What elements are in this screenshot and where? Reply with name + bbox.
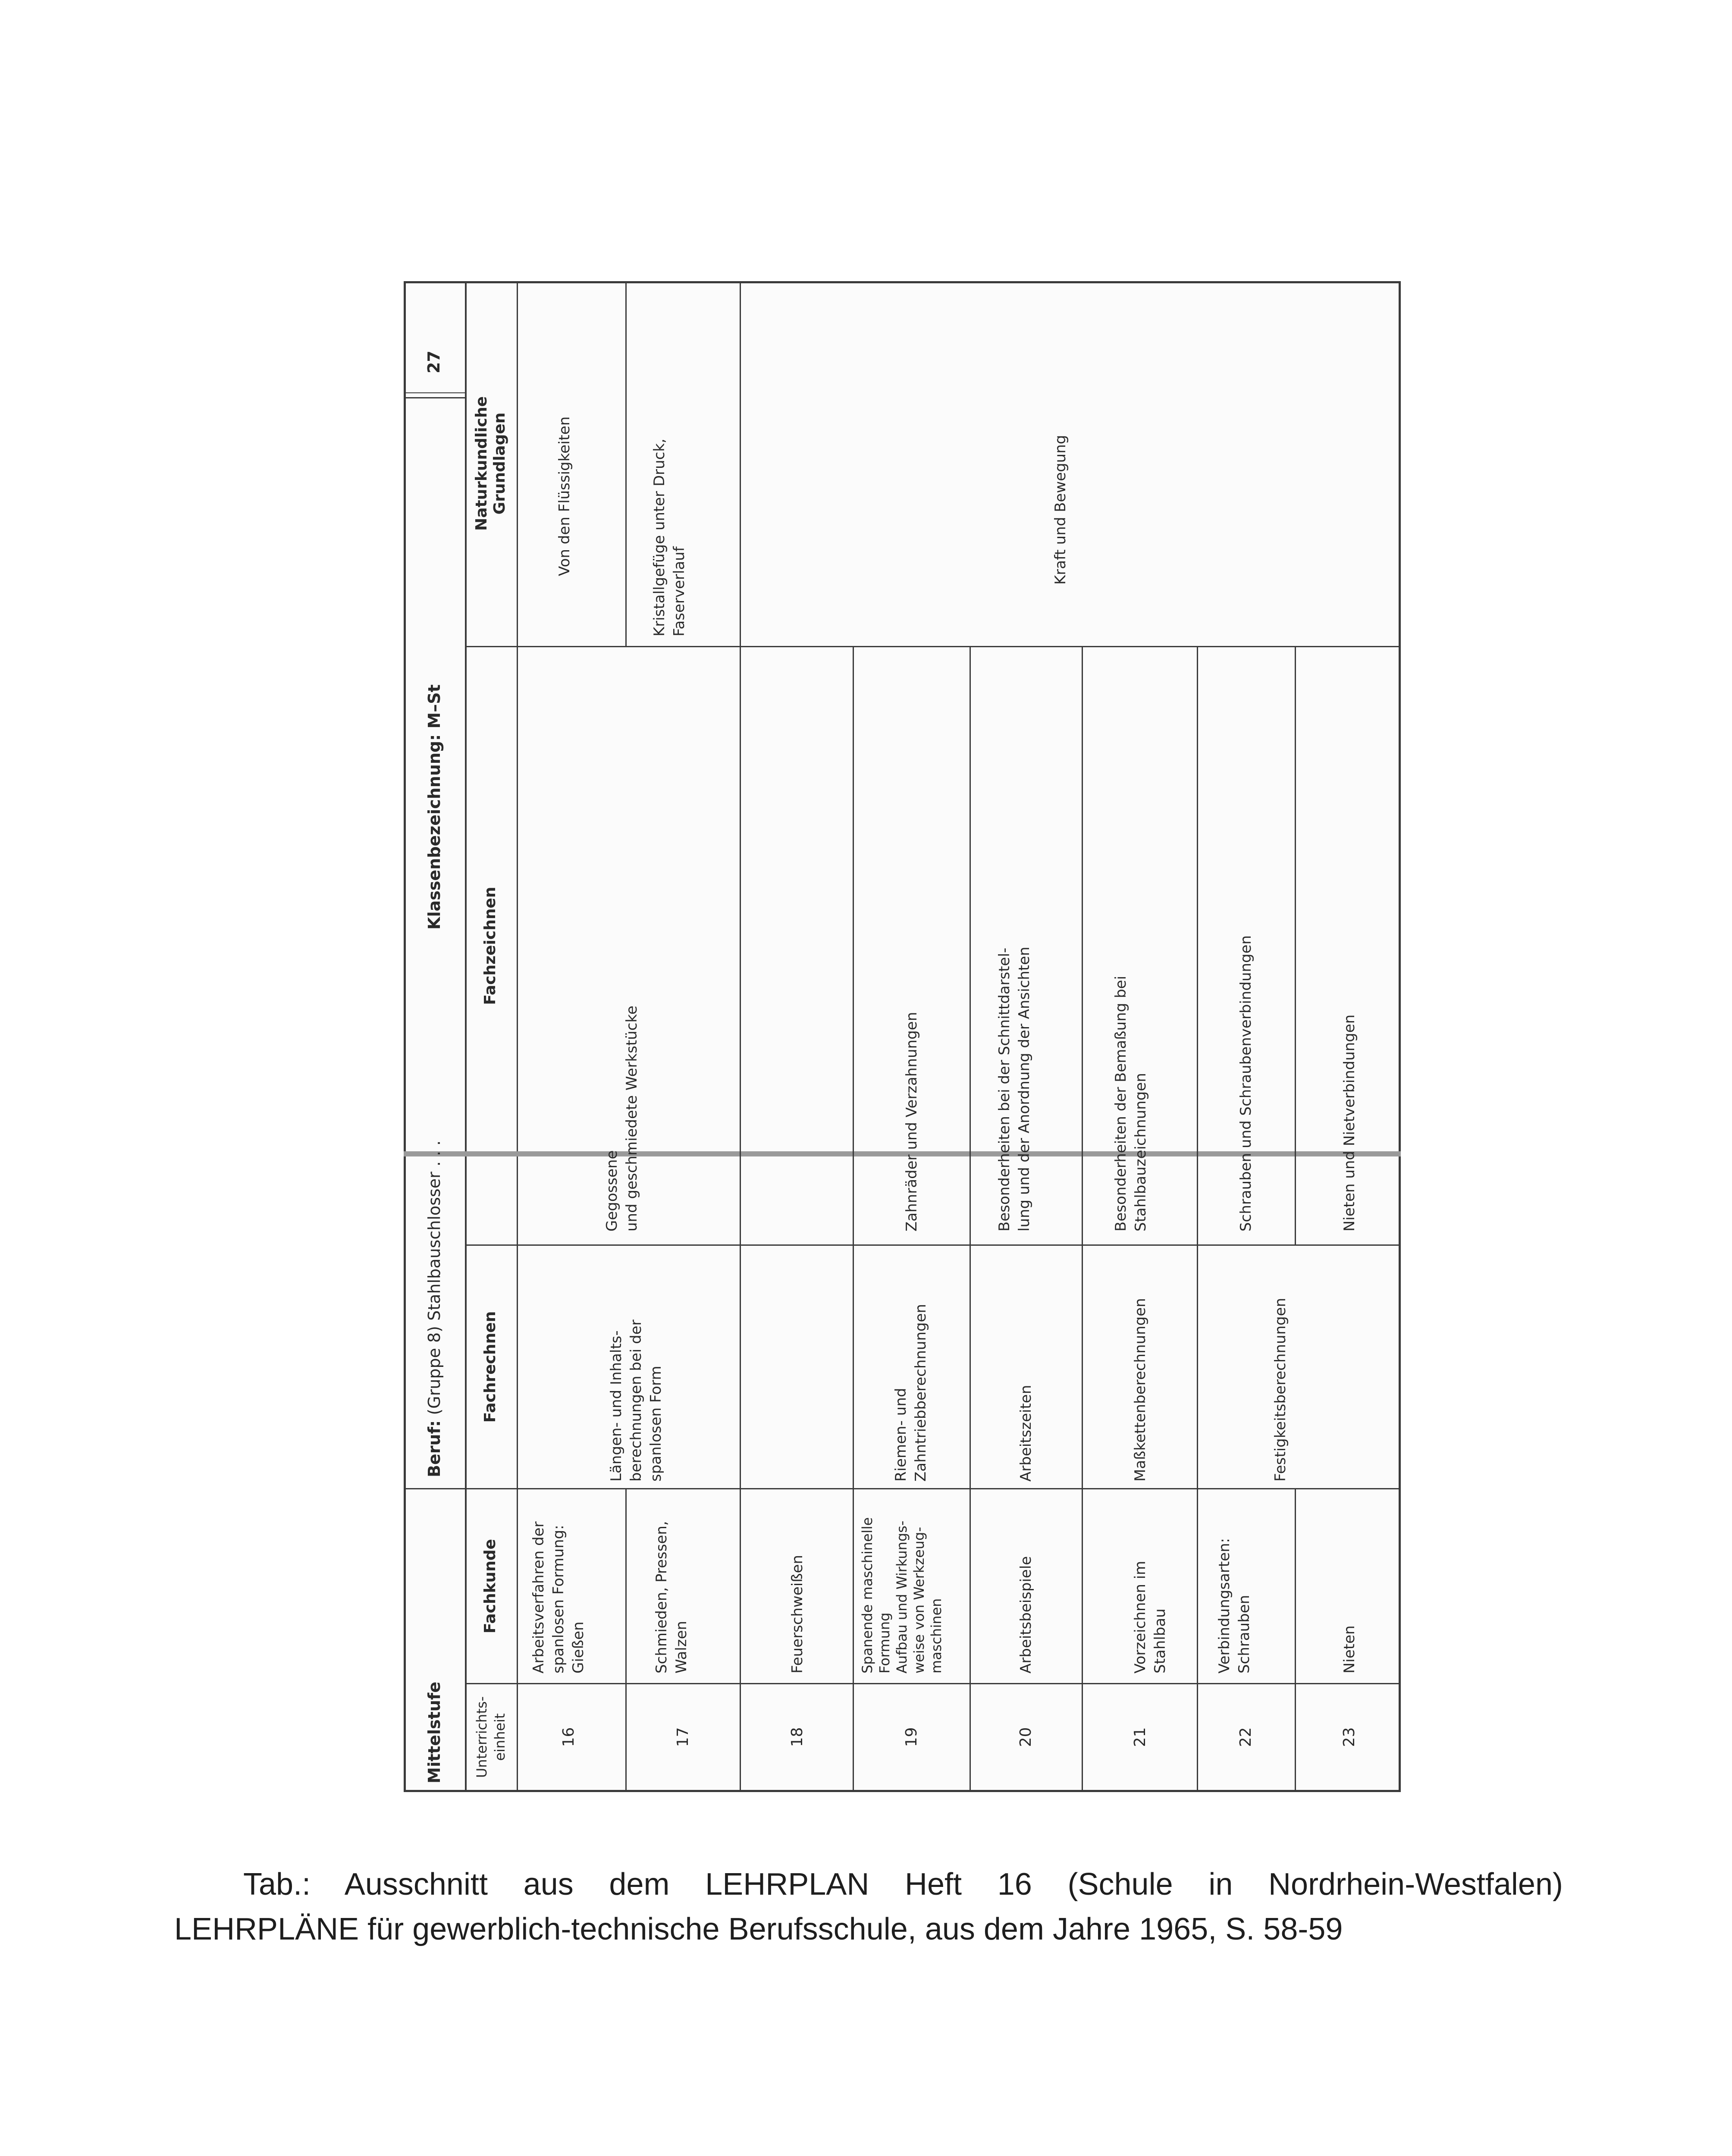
col-header-fachzeichnen: Fachzeichnen	[481, 887, 499, 1005]
row-divider-19-20-a	[970, 1246, 971, 1792]
table-border-left	[404, 1790, 1401, 1792]
fachkunde-20: Arbeitsbeispiele	[1017, 1556, 1035, 1673]
beruf-value: (Gruppe 8) Stahlbauschlosser . . .	[425, 1140, 444, 1415]
unit-16: 16	[560, 1727, 577, 1747]
col-divider-2	[404, 1488, 1401, 1489]
natur-19-23: Kraft und Bewegung	[1052, 435, 1069, 585]
unit-22: 22	[1237, 1727, 1255, 1747]
fachrechnen-16-17: Längen- und Inhalts- berechnungen bei der spanlosen Form	[608, 1319, 665, 1482]
fachkunde-23: Nieten	[1341, 1625, 1358, 1673]
fachkunde-17: Schmieden, Pressen, Walzen	[653, 1521, 690, 1673]
fachkunde-22: Verbindungsarten: Schrauben	[1216, 1538, 1253, 1673]
stage-label: Mittelstufe	[425, 1681, 444, 1783]
header-divider	[465, 281, 467, 1792]
col-header-unit: Unterrichts- einheit	[474, 1696, 508, 1778]
unit-18: 18	[788, 1727, 806, 1747]
fachzeichnen-23: Nieten und Nietverbindungen	[1341, 1014, 1358, 1232]
fachrechnen-19: Riemen- und Zahntriebberechnungen	[892, 1304, 929, 1482]
col-header-fachrechnen: Fachrechnen	[481, 1311, 499, 1423]
col-divider-1	[465, 1683, 1401, 1684]
fachrechnen-21: Maßkettenberechnungen	[1132, 1298, 1149, 1482]
source-page-number: 27	[424, 351, 443, 373]
row-divider-20-21	[1082, 647, 1083, 1792]
column-header-divider	[517, 281, 518, 1792]
unit-23: 23	[1340, 1727, 1358, 1747]
natur-16: Von den Flüssigkeiten	[556, 416, 573, 576]
table-border-bottom	[1399, 281, 1401, 1792]
beruf-label: Beruf:	[425, 1420, 444, 1477]
col-header-fachkunde: Fachkunde	[481, 1539, 499, 1634]
unit-19: 19	[903, 1727, 920, 1747]
fachzeichnen-19: Zahnräder und Verzahnungen	[903, 1012, 920, 1232]
row-divider-19-20-b	[970, 647, 971, 1246]
table-border-right	[404, 281, 1401, 283]
col-divider-3	[465, 1244, 1401, 1246]
fachkunde-21: Vorzeichnen im Stahlbau	[1132, 1561, 1169, 1673]
row-divider-22-23-b	[1295, 647, 1296, 1246]
klasse-header: Klassenbezeichnung: M–St	[425, 684, 444, 930]
natur-17: Kristallgefüge unter Druck, Faserverlauf	[651, 439, 688, 636]
fachzeichnen-22: Schrauben und Schraubenverbindungen	[1237, 935, 1255, 1232]
fachrechnen-20: Arbeitszeiten	[1017, 1385, 1035, 1482]
table-caption	[174, 1862, 1563, 1952]
caption-line-2: LEHRPLÄNE für gewerblich-technische Berufsschule, aus dem Jahre 1965, S. 58-59	[174, 1912, 1343, 1946]
row-divider-18-19	[853, 647, 854, 1792]
fachrechnen-22-23: Festigkeitsberechnungen	[1272, 1297, 1289, 1482]
header-divider-page	[404, 397, 465, 398]
row-divider-fr-22	[1197, 1246, 1198, 1489]
scanned-table-image	[404, 281, 1401, 1792]
fachzeichnen-21: Besonderheiten der Bemaßung bei Stahlbauzeichnungen	[1112, 975, 1149, 1232]
fachkunde-18: Feuerschweißen	[789, 1554, 806, 1673]
unit-17: 17	[674, 1727, 692, 1747]
fachkunde-16: Arbeitsverfahren der spanlosen Formung: Gießen	[530, 1521, 587, 1673]
row-divider-21-22	[1197, 647, 1198, 1792]
row-divider-16-17-a	[625, 1489, 627, 1792]
row-divider-17-18	[740, 281, 741, 1792]
header-divider-page-2	[404, 392, 465, 393]
row-divider-16-17-b	[625, 281, 627, 647]
row-divider-22-23-a	[1295, 1489, 1296, 1792]
beruf-header	[404, 874, 465, 1477]
unit-21: 21	[1131, 1727, 1149, 1747]
fachkunde-19: Spanende maschinelle Formung Aufbau und Wirkungs- weise von Werkzeug- maschinen	[859, 1517, 944, 1673]
fachzeichnen-20: Besonderheiten bei der Schnittdarstel- lung und der Anordnung der Ansichten	[996, 946, 1033, 1232]
col-header-natur: Naturkundliche Grundlagen	[473, 396, 508, 531]
unit-20: 20	[1017, 1727, 1035, 1747]
col-divider-4	[465, 646, 1401, 647]
caption-line-1: Tab.: Ausschnitt aus dem LEHRPLAN Heft 16 (Schule in Nordrhein-Westfalen)	[243, 1867, 1563, 1902]
curriculum-table	[404, 281, 1401, 1792]
fachzeichnen-16-17: Gegossene und geschmiedete Werkstücke	[603, 1006, 640, 1232]
